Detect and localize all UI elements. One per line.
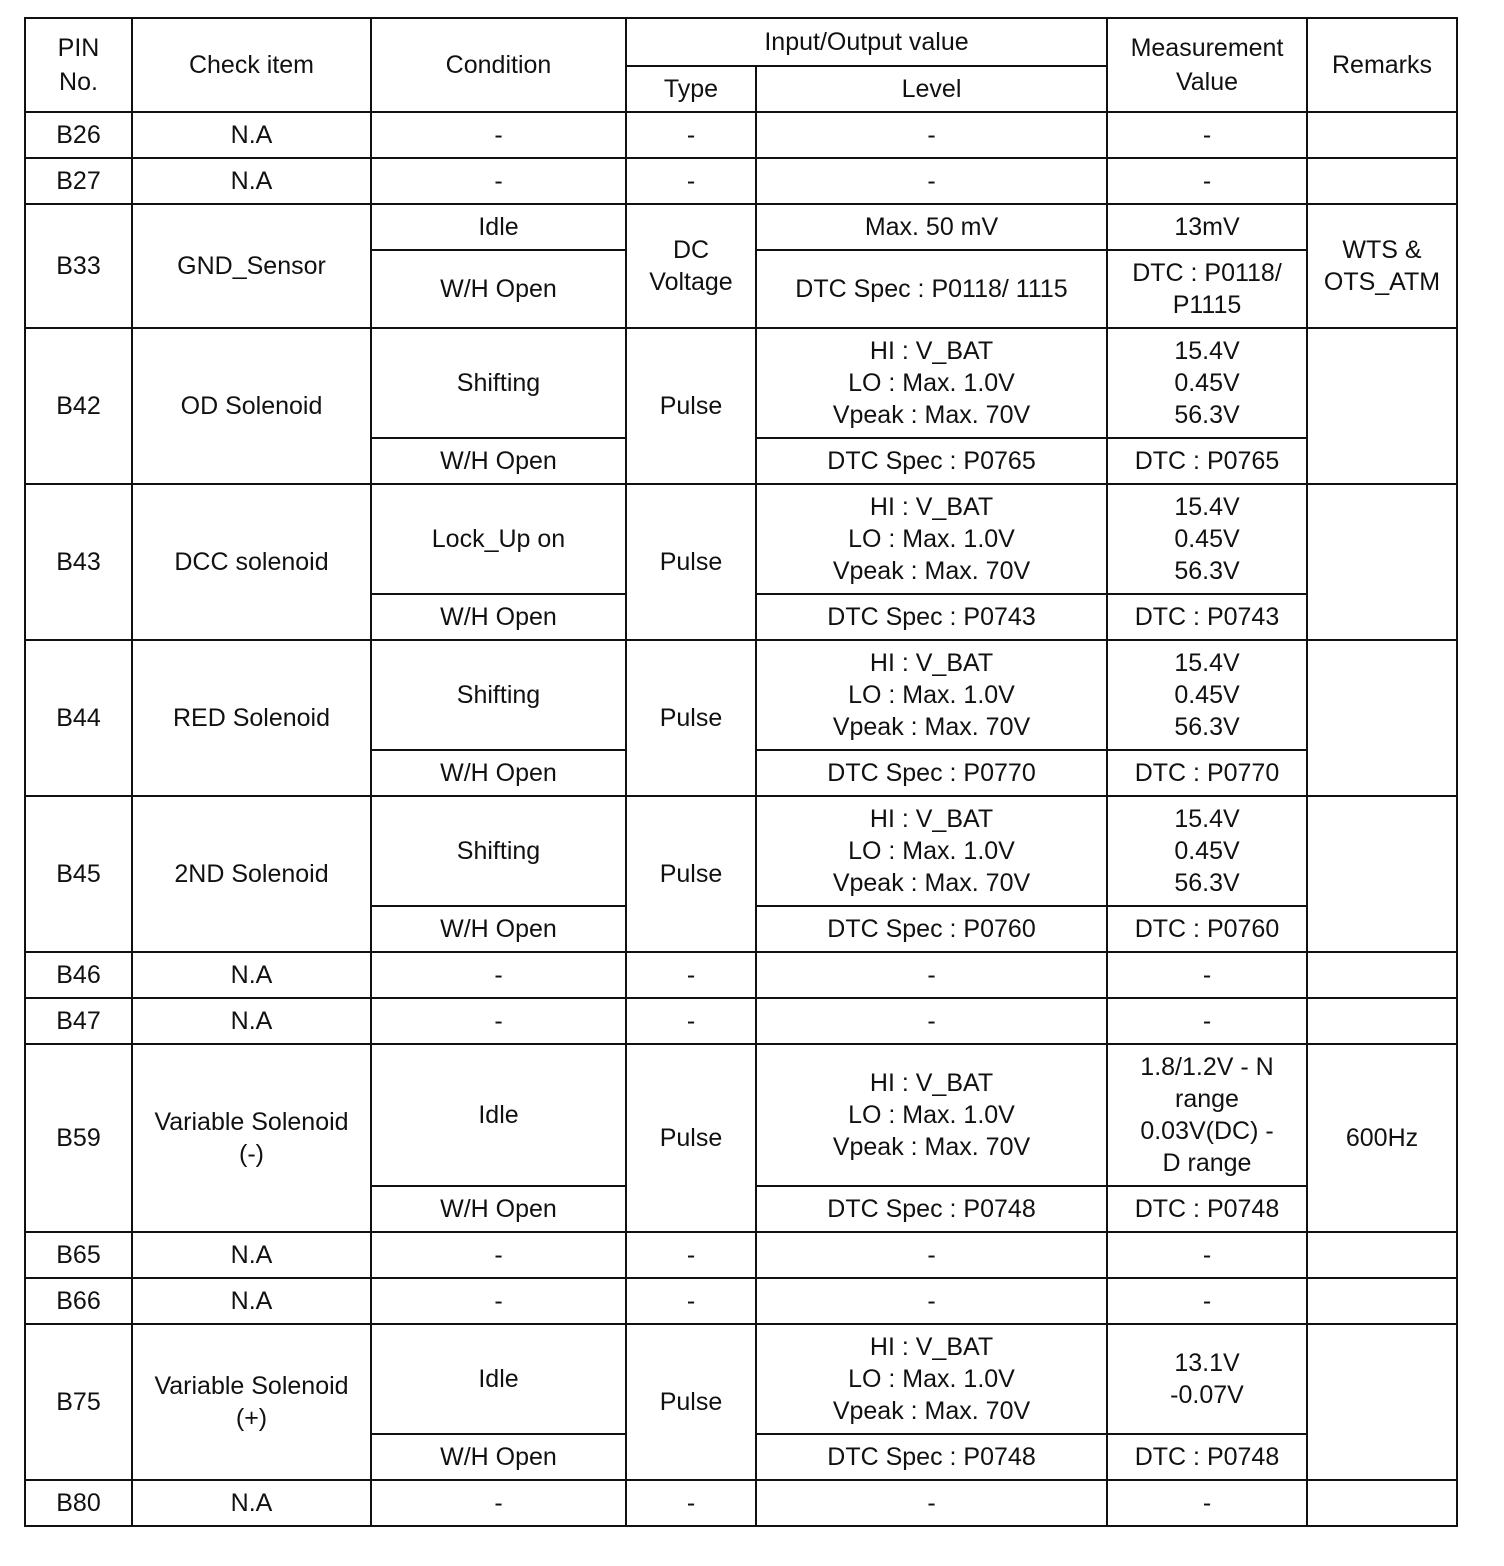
- level-cell: DTC Spec : P0118/ 1115: [756, 250, 1107, 328]
- type-cell: -: [626, 1232, 756, 1278]
- table-row: [25, 112, 1457, 158]
- level-cell: Max. 50 mV: [756, 204, 1107, 250]
- remarks-cell: [1307, 796, 1457, 952]
- type-cell: -: [626, 158, 756, 204]
- pin-cell: B45: [25, 796, 132, 952]
- condition-cell: -: [371, 952, 626, 998]
- condition-cell: -: [371, 998, 626, 1044]
- type-cell: DC Voltage: [626, 204, 756, 328]
- check-item-cell: DCC solenoid: [132, 484, 371, 640]
- check-item-cell: Variable Solenoid (+): [132, 1324, 371, 1480]
- condition-cell: Shifting: [371, 328, 626, 438]
- measurement-cell: -: [1107, 952, 1307, 998]
- table-row: [25, 1044, 1457, 1186]
- pin-cell: B80: [25, 1480, 132, 1526]
- condition-cell: -: [371, 158, 626, 204]
- check-item-cell: N.A: [132, 1278, 371, 1324]
- remarks-cell: [1307, 1480, 1457, 1526]
- check-item-cell: 2ND Solenoid: [132, 796, 371, 952]
- measurement-cell: -: [1107, 998, 1307, 1044]
- table-body: [25, 112, 1457, 1526]
- check-item-cell: N.A: [132, 112, 371, 158]
- type-cell: -: [626, 1278, 756, 1324]
- measurement-cell: 15.4V 0.45V 56.3V: [1107, 640, 1307, 750]
- remarks-cell: [1307, 158, 1457, 204]
- pin-cell: B47: [25, 998, 132, 1044]
- condition-cell: W/H Open: [371, 1434, 626, 1480]
- table-row: [25, 484, 1457, 594]
- level-cell: -: [756, 998, 1107, 1044]
- condition-cell: -: [371, 112, 626, 158]
- type-cell: Pulse: [626, 484, 756, 640]
- type-cell: -: [626, 998, 756, 1044]
- measurement-cell: DTC : P0760: [1107, 906, 1307, 952]
- level-cell: HI : V_BAT LO : Max. 1.0V Vpeak : Max. 70V: [756, 1044, 1107, 1186]
- level-cell: -: [756, 952, 1107, 998]
- pin-cell: B66: [25, 1278, 132, 1324]
- check-item-cell: OD Solenoid: [132, 328, 371, 484]
- table-row: [25, 204, 1457, 250]
- condition-cell: Idle: [371, 204, 626, 250]
- level-cell: -: [756, 1232, 1107, 1278]
- level-cell: DTC Spec : P0770: [756, 750, 1107, 796]
- level-cell: DTC Spec : P0765: [756, 438, 1107, 484]
- type-cell: Pulse: [626, 1324, 756, 1480]
- level-cell: DTC Spec : P0748: [756, 1186, 1107, 1232]
- pin-cell: B59: [25, 1044, 132, 1232]
- measurement-cell: DTC : P0748: [1107, 1186, 1307, 1232]
- check-item-cell: N.A: [132, 158, 371, 204]
- pin-cell: B27: [25, 158, 132, 204]
- pin-cell: B65: [25, 1232, 132, 1278]
- condition-cell: Shifting: [371, 640, 626, 750]
- type-cell: -: [626, 1480, 756, 1526]
- condition-cell: Lock_Up on: [371, 484, 626, 594]
- measurement-cell: -: [1107, 158, 1307, 204]
- pin-cell: B46: [25, 952, 132, 998]
- pin-check-table: [24, 17, 1458, 1527]
- measurement-cell: DTC : P0743: [1107, 594, 1307, 640]
- measurement-cell: DTC : P0765: [1107, 438, 1307, 484]
- remarks-cell: WTS & OTS_ATM: [1307, 204, 1457, 328]
- header-measurement-value: Measurement Value: [1107, 18, 1307, 112]
- header-condition: Condition: [371, 18, 626, 112]
- level-cell: HI : V_BAT LO : Max. 1.0V Vpeak : Max. 70V: [756, 796, 1107, 906]
- remarks-cell: [1307, 1324, 1457, 1480]
- remarks-cell: [1307, 1278, 1457, 1324]
- check-item-cell: RED Solenoid: [132, 640, 371, 796]
- condition-cell: -: [371, 1232, 626, 1278]
- level-cell: HI : V_BAT LO : Max. 1.0V Vpeak : Max. 70V: [756, 328, 1107, 438]
- check-item-cell: N.A: [132, 1232, 371, 1278]
- level-cell: HI : V_BAT LO : Max. 1.0V Vpeak : Max. 70V: [756, 484, 1107, 594]
- type-cell: Pulse: [626, 328, 756, 484]
- measurement-cell: DTC : P0748: [1107, 1434, 1307, 1480]
- check-item-cell: Variable Solenoid (-): [132, 1044, 371, 1232]
- table-row: [25, 998, 1457, 1044]
- remarks-cell: [1307, 998, 1457, 1044]
- type-cell: Pulse: [626, 796, 756, 952]
- measurement-cell: 15.4V 0.45V 56.3V: [1107, 484, 1307, 594]
- type-cell: -: [626, 952, 756, 998]
- condition-cell: W/H Open: [371, 906, 626, 952]
- condition-cell: W/H Open: [371, 250, 626, 328]
- pin-cell: B43: [25, 484, 132, 640]
- check-item-cell: N.A: [132, 1480, 371, 1526]
- pin-cell: B26: [25, 112, 132, 158]
- pin-cell: B42: [25, 328, 132, 484]
- remarks-cell: [1307, 952, 1457, 998]
- header-level: Level: [756, 66, 1107, 112]
- condition-cell: W/H Open: [371, 438, 626, 484]
- header-remarks: Remarks: [1307, 18, 1457, 112]
- check-item-cell: N.A: [132, 998, 371, 1044]
- table-row: [25, 640, 1457, 750]
- level-cell: DTC Spec : P0743: [756, 594, 1107, 640]
- condition-cell: W/H Open: [371, 1186, 626, 1232]
- header-check-item: Check item: [132, 18, 371, 112]
- pin-cell: B75: [25, 1324, 132, 1480]
- pin-cell: B44: [25, 640, 132, 796]
- table-row: [25, 1278, 1457, 1324]
- measurement-cell: 13.1V -0.07V: [1107, 1324, 1307, 1434]
- level-cell: HI : V_BAT LO : Max. 1.0V Vpeak : Max. 70V: [756, 640, 1107, 750]
- type-cell: Pulse: [626, 640, 756, 796]
- condition-cell: -: [371, 1480, 626, 1526]
- condition-cell: Shifting: [371, 796, 626, 906]
- header-pin-no: PIN No.: [25, 18, 132, 112]
- measurement-cell: -: [1107, 1232, 1307, 1278]
- table-row: [25, 1480, 1457, 1526]
- condition-cell: Idle: [371, 1324, 626, 1434]
- measurement-cell: DTC : P0118/ P1115: [1107, 250, 1307, 328]
- level-cell: HI : V_BAT LO : Max. 1.0V Vpeak : Max. 70V: [756, 1324, 1107, 1434]
- condition-cell: -: [371, 1278, 626, 1324]
- measurement-cell: 1.8/1.2V - N range 0.03V(DC) - D range: [1107, 1044, 1307, 1186]
- type-cell: Pulse: [626, 1044, 756, 1232]
- level-cell: -: [756, 158, 1107, 204]
- measurement-cell: 13mV: [1107, 204, 1307, 250]
- measurement-cell: -: [1107, 1480, 1307, 1526]
- measurement-cell: -: [1107, 112, 1307, 158]
- table-row: [25, 158, 1457, 204]
- table-row: [25, 328, 1457, 438]
- remarks-cell: [1307, 484, 1457, 640]
- measurement-cell: 15.4V 0.45V 56.3V: [1107, 796, 1307, 906]
- level-cell: DTC Spec : P0748: [756, 1434, 1107, 1480]
- remarks-cell: 600Hz: [1307, 1044, 1457, 1232]
- header-type: Type: [626, 66, 756, 112]
- condition-cell: Idle: [371, 1044, 626, 1186]
- remarks-cell: [1307, 640, 1457, 796]
- condition-cell: W/H Open: [371, 750, 626, 796]
- table-row: [25, 796, 1457, 906]
- measurement-cell: -: [1107, 1278, 1307, 1324]
- table-row: [25, 952, 1457, 998]
- remarks-cell: [1307, 328, 1457, 484]
- remarks-cell: [1307, 1232, 1457, 1278]
- measurement-cell: DTC : P0770: [1107, 750, 1307, 796]
- pin-cell: B33: [25, 204, 132, 328]
- level-cell: -: [756, 112, 1107, 158]
- level-cell: -: [756, 1278, 1107, 1324]
- measurement-cell: 15.4V 0.45V 56.3V: [1107, 328, 1307, 438]
- condition-cell: W/H Open: [371, 594, 626, 640]
- header-io-value: Input/Output value: [626, 18, 1107, 66]
- level-cell: -: [756, 1480, 1107, 1526]
- level-cell: DTC Spec : P0760: [756, 906, 1107, 952]
- check-item-cell: GND_Sensor: [132, 204, 371, 328]
- check-item-cell: N.A: [132, 952, 371, 998]
- remarks-cell: [1307, 112, 1457, 158]
- table-row: [25, 1232, 1457, 1278]
- table-row: [25, 1324, 1457, 1434]
- type-cell: -: [626, 112, 756, 158]
